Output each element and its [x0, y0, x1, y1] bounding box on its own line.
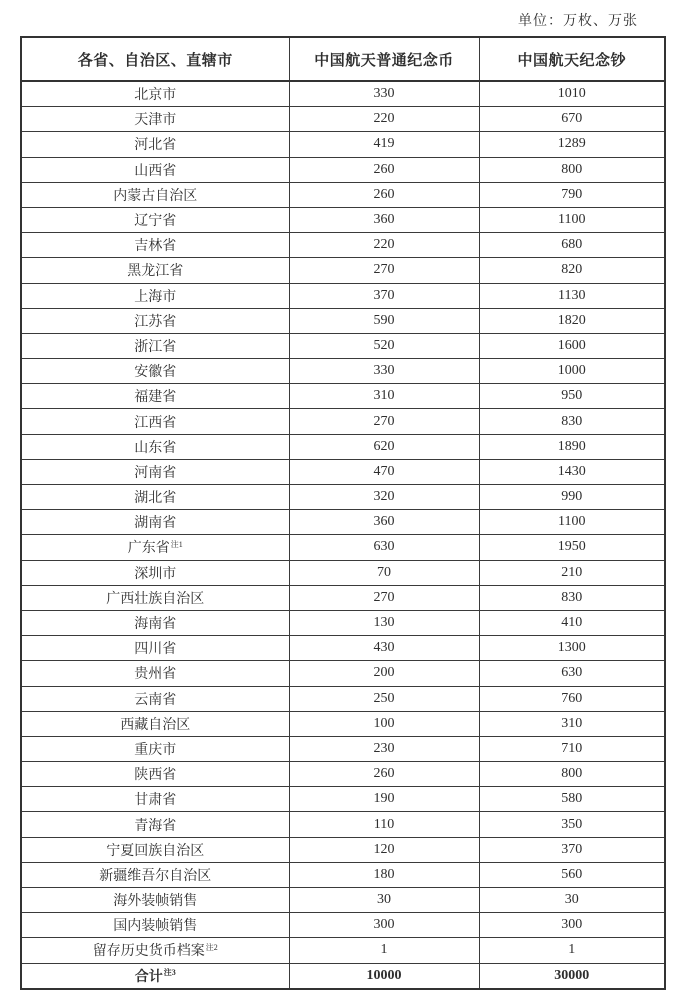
- distribution-table: [20, 36, 666, 990]
- table-row: [21, 182, 665, 207]
- coin-value-cell: 620: [289, 434, 479, 459]
- coin-value-cell: 100: [289, 711, 479, 736]
- table-row: [21, 409, 665, 434]
- banknote-value-cell: 790: [479, 182, 665, 207]
- table-row: [21, 913, 665, 938]
- footnote-marker: 注3: [163, 968, 176, 977]
- table-row: [21, 585, 665, 610]
- table-row: [21, 812, 665, 837]
- table-row: [21, 535, 665, 560]
- banknote-value-cell: 300: [479, 913, 665, 938]
- banknote-value-cell: 800: [479, 762, 665, 787]
- coin-value-cell: 270: [289, 585, 479, 610]
- coin-value-cell: 30: [289, 888, 479, 913]
- coin-value-cell: 320: [289, 485, 479, 510]
- region-cell: 江苏省: [21, 308, 289, 333]
- column-header-coin: 中国航天普通纪念币: [289, 37, 479, 81]
- banknote-value-cell: 1289: [479, 132, 665, 157]
- region-cell: 广东省$^{注1}$: [21, 535, 289, 560]
- coin-value-cell: 370: [289, 283, 479, 308]
- region-cell: 福建省: [21, 384, 289, 409]
- banknote-value-cell: 680: [479, 233, 665, 258]
- banknote-value-cell: 560: [479, 862, 665, 887]
- coin-value-cell: 330: [289, 81, 479, 107]
- region-cell: 湖北省: [21, 485, 289, 510]
- table-row: [21, 81, 665, 107]
- table-row: [21, 258, 665, 283]
- banknote-value-cell: 370: [479, 837, 665, 862]
- banknote-value-cell: 1100: [479, 207, 665, 232]
- coin-value-cell: 630: [289, 535, 479, 560]
- table-row: [21, 308, 665, 333]
- coin-value-cell: 110: [289, 812, 479, 837]
- region-cell: 海南省: [21, 610, 289, 635]
- footnote-marker: 注1: [170, 539, 183, 549]
- column-header-region: 各省、自治区、直辖市: [21, 37, 289, 81]
- banknote-value-cell: 1430: [479, 459, 665, 484]
- region-cell: 青海省: [21, 812, 289, 837]
- region-cell: 留存历史货币档案$^{注2}$: [21, 938, 289, 963]
- coin-value-cell: 1: [289, 938, 479, 963]
- region-cell: 山西省: [21, 157, 289, 182]
- coin-value-cell: 190: [289, 787, 479, 812]
- region-cell: 北京市: [21, 81, 289, 107]
- banknote-value-cell: 950: [479, 384, 665, 409]
- region-cell: 内蒙古自治区: [21, 182, 289, 207]
- coin-value-cell: 590: [289, 308, 479, 333]
- coin-value-cell: 120: [289, 837, 479, 862]
- coin-value-cell: 220: [289, 233, 479, 258]
- region-cell: 合计$^{注3}$: [21, 963, 289, 989]
- coin-value-cell: 260: [289, 762, 479, 787]
- coin-value-cell: 310: [289, 384, 479, 409]
- banknote-value-cell: 1100: [479, 510, 665, 535]
- table-row: [21, 787, 665, 812]
- table-row: [21, 384, 665, 409]
- coin-value-cell: 10000: [289, 963, 479, 989]
- table-row: [21, 636, 665, 661]
- unit-label: 单位：万枚、万张: [518, 14, 638, 29]
- coin-value-cell: 220: [289, 107, 479, 132]
- banknote-value-cell: 580: [479, 787, 665, 812]
- table-total-row: [21, 963, 665, 989]
- table-header-row: [21, 37, 665, 81]
- banknote-value-cell: 1130: [479, 283, 665, 308]
- table-row: [21, 837, 665, 862]
- table-row: [21, 157, 665, 182]
- table-row: [21, 862, 665, 887]
- coin-value-cell: 300: [289, 913, 479, 938]
- banknote-value-cell: 820: [479, 258, 665, 283]
- footnote-marker: 注2: [205, 942, 218, 952]
- region-cell: 甘肃省: [21, 787, 289, 812]
- table-row: [21, 283, 665, 308]
- coin-value-cell: 70: [289, 560, 479, 585]
- table-row: [21, 107, 665, 132]
- banknote-value-cell: 1300: [479, 636, 665, 661]
- coin-value-cell: 270: [289, 409, 479, 434]
- coin-value-cell: 360: [289, 510, 479, 535]
- banknote-value-cell: 1600: [479, 333, 665, 358]
- table-row: [21, 736, 665, 761]
- table-row: [21, 510, 665, 535]
- region-cell: 山东省: [21, 434, 289, 459]
- coin-value-cell: 200: [289, 661, 479, 686]
- coin-value-cell: 430: [289, 636, 479, 661]
- region-cell: 天津市: [21, 107, 289, 132]
- coin-value-cell: 470: [289, 459, 479, 484]
- region-cell: 宁夏回族自治区: [21, 837, 289, 862]
- coin-value-cell: 130: [289, 610, 479, 635]
- region-cell: 深圳市: [21, 560, 289, 585]
- table-row: [21, 459, 665, 484]
- table-row: [21, 888, 665, 913]
- banknote-value-cell: 210: [479, 560, 665, 585]
- table-row: [21, 762, 665, 787]
- banknote-value-cell: 30000: [479, 963, 665, 989]
- region-cell: 安徽省: [21, 359, 289, 384]
- region-cell: 湖南省: [21, 510, 289, 535]
- coin-value-cell: 230: [289, 736, 479, 761]
- banknote-value-cell: 1890: [479, 434, 665, 459]
- region-cell: 黑龙江省: [21, 258, 289, 283]
- region-cell: 海外装帧销售: [21, 888, 289, 913]
- banknote-value-cell: 30: [479, 888, 665, 913]
- table-row: [21, 333, 665, 358]
- region-cell: 河北省: [21, 132, 289, 157]
- banknote-value-cell: 760: [479, 686, 665, 711]
- banknote-value-cell: 1010: [479, 81, 665, 107]
- banknote-value-cell: 830: [479, 585, 665, 610]
- region-cell: 新疆维吾尔自治区: [21, 862, 289, 887]
- coin-value-cell: 260: [289, 182, 479, 207]
- coin-value-cell: 260: [289, 157, 479, 182]
- region-cell: 四川省: [21, 636, 289, 661]
- coin-value-cell: 330: [289, 359, 479, 384]
- coin-value-cell: 360: [289, 207, 479, 232]
- banknote-value-cell: 710: [479, 736, 665, 761]
- table-row: [21, 661, 665, 686]
- table-row: [21, 560, 665, 585]
- banknote-value-cell: 1950: [479, 535, 665, 560]
- banknote-value-cell: 830: [479, 409, 665, 434]
- banknote-value-cell: 630: [479, 661, 665, 686]
- banknote-value-cell: 410: [479, 610, 665, 635]
- coin-value-cell: 250: [289, 686, 479, 711]
- region-cell: 辽宁省: [21, 207, 289, 232]
- table-row: [21, 711, 665, 736]
- banknote-value-cell: 800: [479, 157, 665, 182]
- region-cell: 浙江省: [21, 333, 289, 358]
- table-row: [21, 938, 665, 963]
- table-row: [21, 610, 665, 635]
- table-row: [21, 434, 665, 459]
- coin-value-cell: 180: [289, 862, 479, 887]
- table-row: [21, 485, 665, 510]
- banknote-value-cell: 1000: [479, 359, 665, 384]
- region-cell: 河南省: [21, 459, 289, 484]
- region-cell: 上海市: [21, 283, 289, 308]
- banknote-value-cell: 670: [479, 107, 665, 132]
- region-cell: 陕西省: [21, 762, 289, 787]
- table-row: [21, 359, 665, 384]
- region-cell: 重庆市: [21, 736, 289, 761]
- region-cell: 广西壮族自治区: [21, 585, 289, 610]
- table-body: [21, 81, 665, 989]
- coin-value-cell: 419: [289, 132, 479, 157]
- region-cell: 江西省: [21, 409, 289, 434]
- table-row: [21, 207, 665, 232]
- coin-value-cell: 520: [289, 333, 479, 358]
- column-header-banknote: 中国航天纪念钞: [479, 37, 665, 81]
- region-cell: 吉林省: [21, 233, 289, 258]
- banknote-value-cell: 350: [479, 812, 665, 837]
- table-row: [21, 132, 665, 157]
- table-row: [21, 686, 665, 711]
- region-cell: 贵州省: [21, 661, 289, 686]
- region-cell: 云南省: [21, 686, 289, 711]
- banknote-value-cell: 310: [479, 711, 665, 736]
- banknote-value-cell: 1: [479, 938, 665, 963]
- banknote-value-cell: 990: [479, 485, 665, 510]
- region-cell: 国内装帧销售: [21, 913, 289, 938]
- region-cell: 西藏自治区: [21, 711, 289, 736]
- table-row: [21, 233, 665, 258]
- coin-value-cell: 270: [289, 258, 479, 283]
- banknote-value-cell: 1820: [479, 308, 665, 333]
